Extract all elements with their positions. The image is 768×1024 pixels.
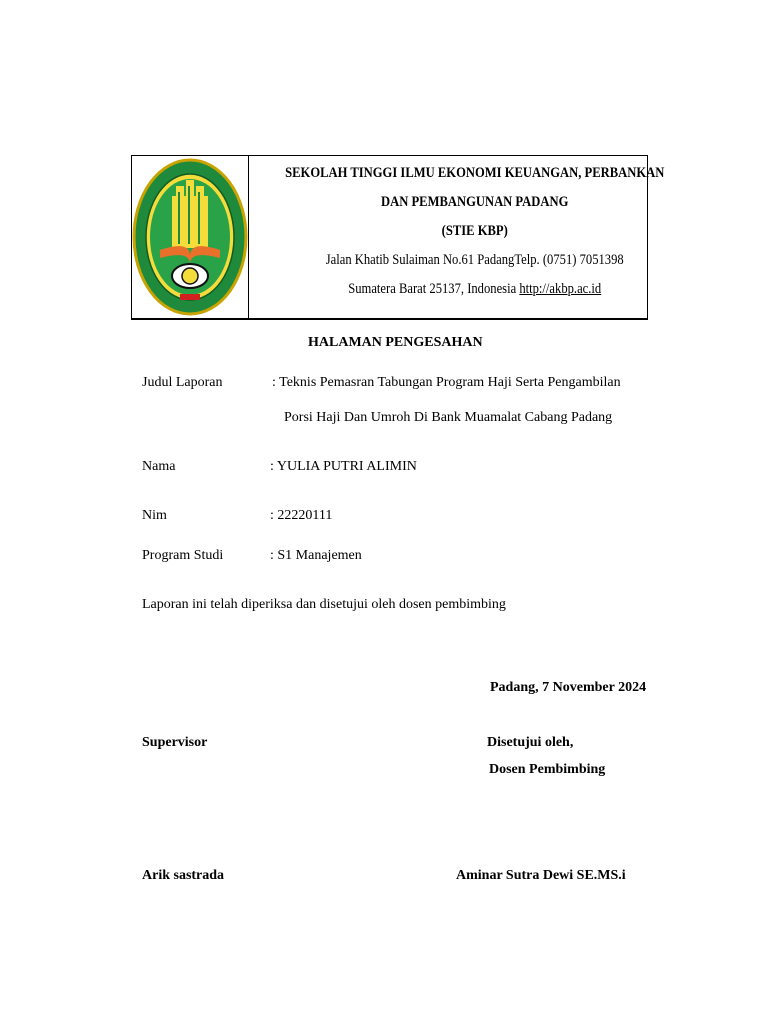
supervisor-role: Supervisor [142,735,208,750]
judul-value-line-2: Porsi Haji Dan Umroh Di Bank Muamalat Cabang Padang [284,410,613,425]
judul-value-line-1: : Teknis Pemasran Tabungan Program Haji Serta Pengambilan [272,375,621,390]
institution-region [285,275,664,304]
approval-statement: Laporan ini telah diperiksa dan disetujui oleh dosen pembimbing [142,597,506,612]
approver-role-line-2: Dosen Pembimbing [489,762,606,777]
supervisor-name: Arik sastrada [142,868,225,883]
nama-label: Nama [142,459,176,474]
letterhead [131,155,665,320]
approver-name: Aminar Sutra Dewi SE.MS.i [456,868,626,883]
nim-value: : 22220111 [270,508,333,523]
website-link[interactable]: http://akbp.ac.id [519,281,602,297]
letterhead-text [249,156,700,318]
institution-abbreviation: (STIE KBP) [441,223,508,239]
nim-label: Nim [142,508,167,523]
nama-value: : YULIA PUTRI ALIMIN [270,459,417,474]
approver-role-line-1: Disetujui oleh, [487,735,574,750]
institution-name-line-1: SEKOLAH TINGGI ILMU EKONOMI KEUANGAN, PERBANKAN [285,165,665,181]
page-title: HALAMAN PENGESAHAN [308,335,483,350]
judul-label: Judul Laporan [142,375,223,390]
institution-logo-icon [132,158,248,316]
prodi-value: : S1 Manajemen [270,548,362,563]
institution-name-line-2: DAN PEMBANGUNAN PADANG [381,194,569,210]
institution-address: Jalan Khatib Sulaiman No.61 PadangTelp. (0751) 7051398 [325,252,624,268]
region-text: Sumatera Barat 25137, Indonesia [348,281,520,297]
logo-cell [132,156,249,318]
place-date: Padang, 7 November 2024 [490,680,647,695]
prodi-label: Program Studi [142,548,224,563]
